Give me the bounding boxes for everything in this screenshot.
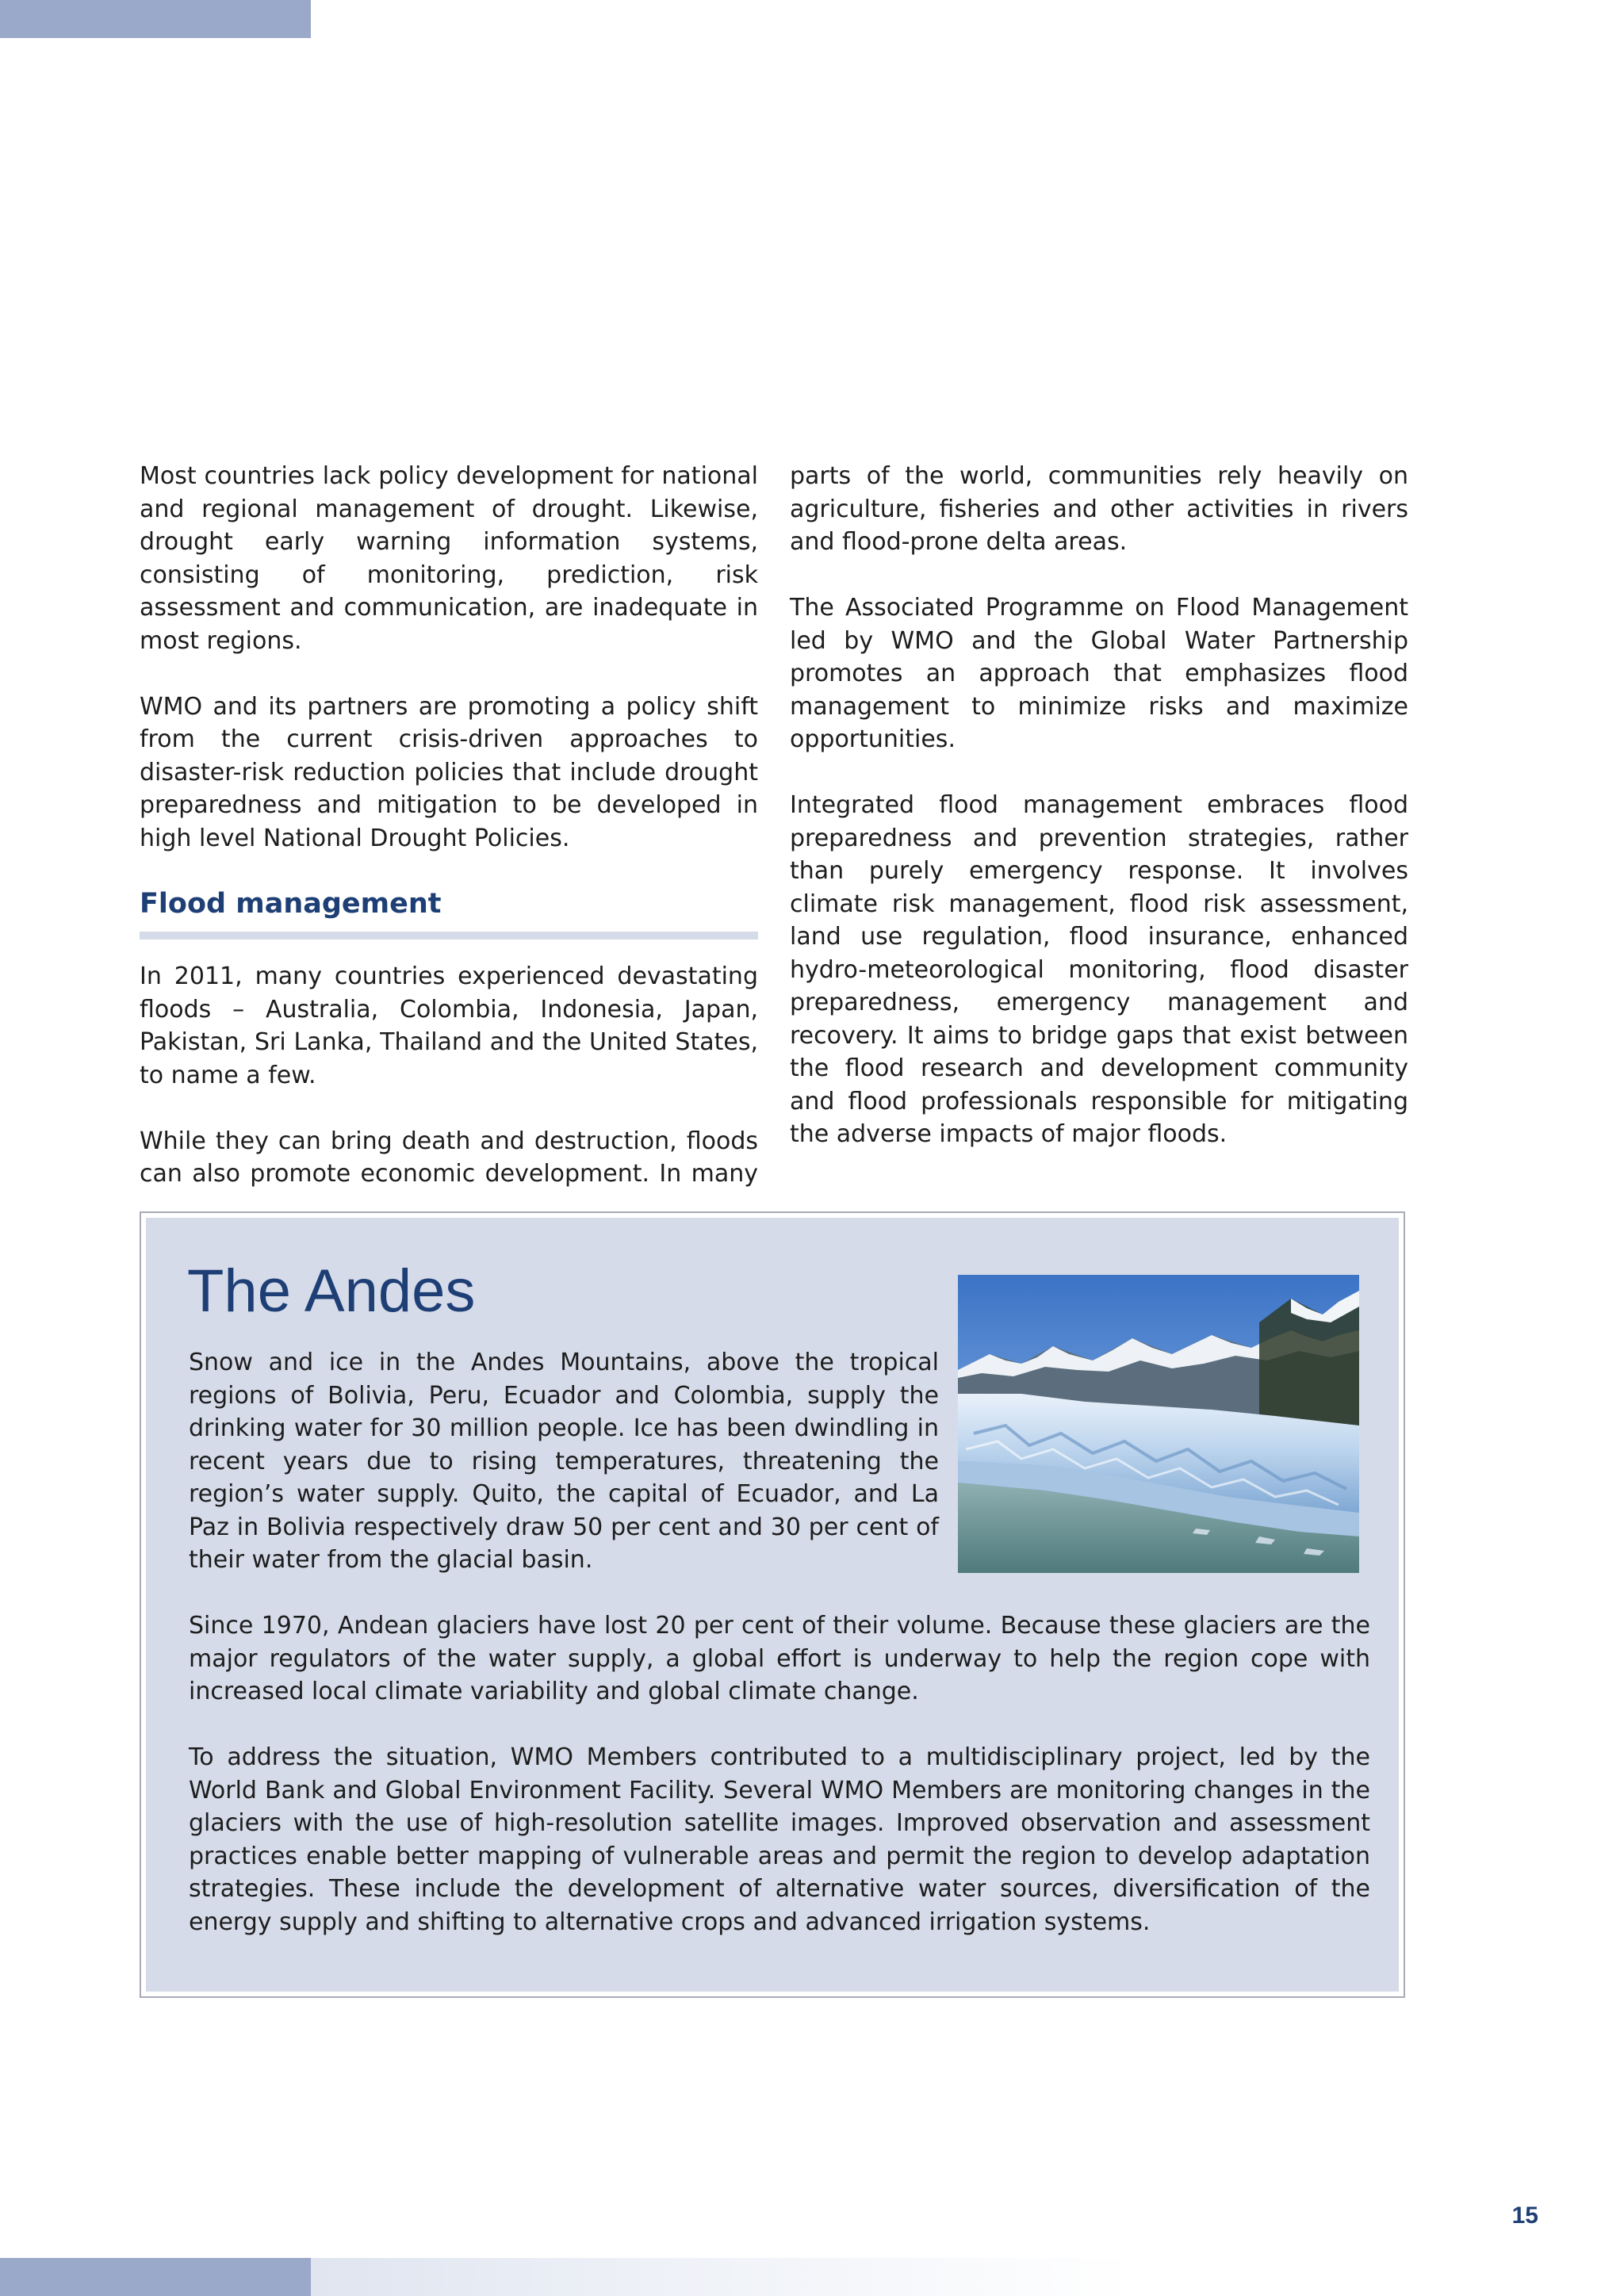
integrated-flood-management-paragraph: Integrated flood management embraces flood preparedness and prevention strategies, rather than purely emergency response. It involves climate risk management, flood risk assessment, land use regulation, flood insurance, enhanced hydro-meteorological monitoring, flood disaster preparedness, emergency management and recovery. It aims to bridge gaps that exist between the flood research and development community and flood professionals responsible for mitigating the adverse impacts of major floods. <box>790 791 1408 1148</box>
communities-rivers-paragraph: parts of the world, communities rely heavily on agriculture, fisheries and other activities in rivers and flood-prone delta areas. <box>790 462 1408 556</box>
header-tab-decoration <box>0 0 311 38</box>
andes-glaciers-loss-paragraph: Since 1970, Andean glaciers have lost 20 per cent of their volume. Because these glaciers are the major regulators of the water supply, a global effort is underway to help the region cope with increased local climate variability and global climate change. <box>189 1612 1370 1705</box>
floods-2011-paragraph: In 2011, many countries experienced devastating floods – Australia, Colombia, Indonesia, Japan, Pakistan, Sri Lanka, Thailand and the United States, to name a few. <box>140 962 758 1089</box>
drought-policy-paragraph: Most countries lack policy development for national and regional management of drought. Likewise, drought early warning information systems, consisting of monitoring, prediction, risk assessment and communication, are inadequate in most regions. <box>140 462 758 655</box>
andes-snow-ice-paragraph: Snow and ice in the Andes Mountains, above the tropical regions of Bolivia, Peru, Ecuador and Colombia, supply the drinking water for 30 million people. Ice has been dwindling in recent years due to rising temperatures, threatening the region’s water supply. Quito, the capital of Ecuador, and La Paz in Bolivia respectively draw 50 per cent and 30 per cent of their water from the glacial basin. <box>189 1349 939 1574</box>
wmo-policy-shift-paragraph: WMO and its partners are promoting a policy shift from the current crisis-driven approaches to disaster-risk reduction policies that include drought preparedness and mitigation to be developed in high level National Drought Policies. <box>140 692 758 852</box>
andes-wmo-project-paragraph: To address the situation, WMO Members contributed to a multidisciplinary project, led by the World Bank and Global Environment Facility. Several WMO Members are monitoring changes in the glaciers with the use of high-resolution satellite images. Improved observation and assessment practices enable better mapping of vulnerable areas and permit the region to develop adaptation strategies. These include the development of alternative water sources, diversification of the energy supply and shifting to alternative crops and advanced irrigation systems. <box>189 1743 1370 1936</box>
glacier-photo <box>958 1275 1359 1573</box>
flood-management-heading: Flood management <box>140 887 442 920</box>
apfm-paragraph: The Associated Programme on Flood Management led by WMO and the Global Water Partnership promotes an approach that emphasizes flood management to minimize risks and maximize opportunities. <box>790 594 1408 753</box>
footer-tab-decoration <box>0 2258 311 2296</box>
heading-underline-rule <box>140 932 758 939</box>
left-text-column <box>140 460 758 1223</box>
floods-economic-paragraph: While they can bring death and destruction, floods can also promote economic development. In many <box>140 1127 758 1188</box>
right-text-column <box>790 460 1408 1184</box>
page-number: 15 <box>1511 2202 1538 2229</box>
andes-box-title: The Andes <box>187 1257 476 1325</box>
